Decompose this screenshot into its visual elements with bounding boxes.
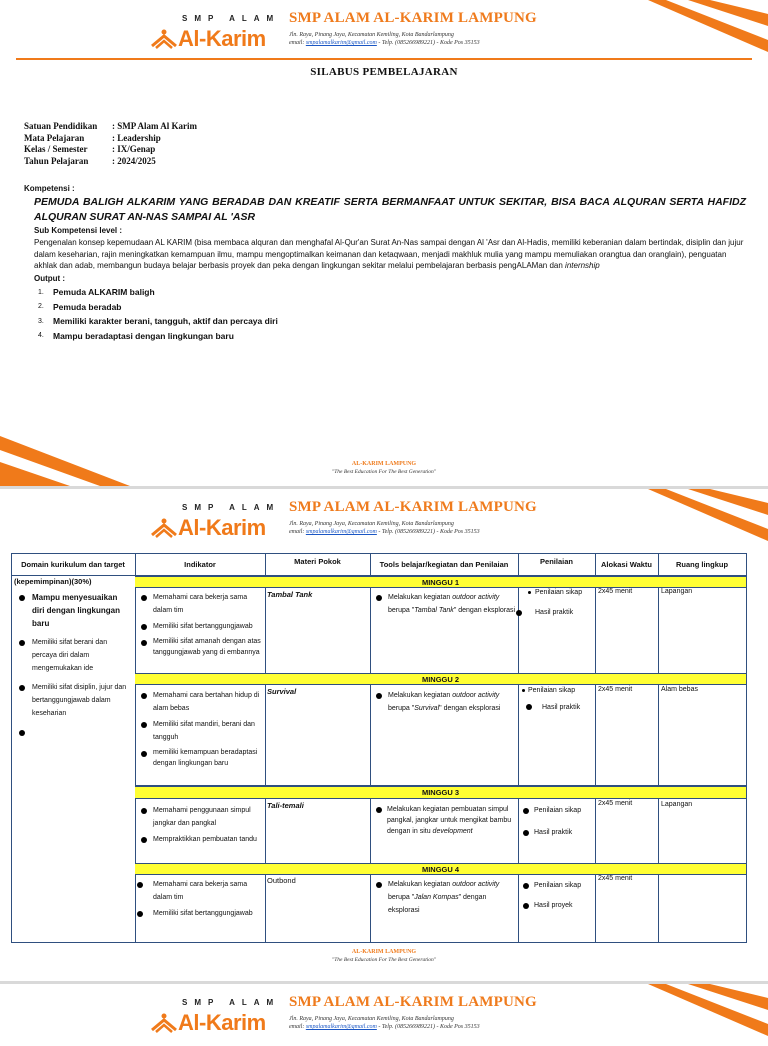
list-item bbox=[520, 826, 594, 839]
school-contact bbox=[289, 529, 480, 535]
list-item bbox=[138, 907, 262, 920]
bullet-icon bbox=[516, 610, 522, 616]
list-item bbox=[38, 285, 278, 300]
tools-text: " dengan eksplorasi bbox=[388, 894, 487, 914]
list-item bbox=[138, 689, 262, 715]
tools-text: " dengan eksplorasi bbox=[453, 607, 516, 614]
info-key: Tahun Pelajaran bbox=[24, 155, 89, 166]
page-1 bbox=[0, 0, 768, 486]
kompetensi-label: Kompetensi : bbox=[24, 184, 75, 193]
list-text: Memiliki sifat bertanggungjawab bbox=[153, 910, 253, 917]
output-list bbox=[38, 285, 278, 343]
bullet-icon bbox=[526, 704, 532, 710]
page-footer bbox=[0, 461, 768, 475]
list-number: 1. bbox=[38, 288, 44, 296]
info-row bbox=[24, 133, 197, 145]
footer-line-2: "The Best Education For The Best Generation" bbox=[331, 957, 437, 963]
bullet-icon bbox=[19, 595, 25, 601]
list-text: Memiliki karakter berani, tangguh, aktif dan percaya diri bbox=[53, 316, 278, 327]
list-text: Penilaian sikap bbox=[528, 687, 576, 694]
list-item bbox=[373, 591, 516, 617]
tools-name: Tambal Tank bbox=[414, 607, 454, 614]
list-item bbox=[138, 591, 262, 617]
indikator-cell bbox=[138, 689, 262, 769]
list-item bbox=[138, 718, 262, 744]
list-item bbox=[138, 620, 262, 633]
list-text: Memiliki sifat amanah dengan atas tanggungjawab yang di embannya bbox=[153, 638, 261, 656]
list-item bbox=[520, 804, 594, 817]
list-text: Pemuda ALKARIM baligh bbox=[53, 287, 155, 298]
tools-italic: outdoor activity bbox=[452, 594, 500, 601]
tools-text: berupa " bbox=[388, 705, 415, 712]
ruang-cell: Lapangan bbox=[661, 801, 693, 808]
bullet-icon bbox=[19, 640, 25, 646]
school-address: Jln. Raya, Pinang Jaya, Kecamatan Kemiling, Kota Bandarlampung bbox=[289, 32, 454, 38]
list-item bbox=[38, 300, 278, 315]
week-1-row: MINGGU 1 bbox=[135, 576, 746, 588]
list-text: Memiliki sifat disiplin, jujur dan bertanggungjawab dalam keseharian bbox=[32, 684, 127, 717]
ruang-cell: Lapangan bbox=[661, 588, 693, 595]
table-border bbox=[11, 942, 747, 943]
table-border bbox=[11, 553, 12, 942]
list-text: Memahami cara bekerja sama dalam tim bbox=[153, 594, 248, 614]
list-number: 3. bbox=[38, 317, 44, 325]
identity-block bbox=[24, 121, 197, 167]
corner-decoration-top bbox=[648, 0, 768, 52]
list-item bbox=[138, 878, 262, 904]
header-indikator: Indikator bbox=[184, 559, 216, 569]
school-logo bbox=[150, 998, 281, 1038]
materi-cell: Tali-temali bbox=[267, 801, 304, 810]
corner-decoration-top bbox=[648, 984, 768, 1036]
alokasi-cell: 2x45 menit bbox=[598, 800, 633, 807]
info-key: Kelas / Semester bbox=[24, 144, 88, 154]
page-footer bbox=[0, 949, 768, 963]
list-text: Hasil praktik bbox=[535, 609, 574, 616]
phone-text: - Telp. (085266989221) - Kode Pos 35153 bbox=[376, 1024, 480, 1030]
school-contact bbox=[289, 40, 480, 46]
list-text: Mempraktikkan pembuatan tandu bbox=[153, 836, 257, 843]
list-item bbox=[373, 878, 516, 917]
indikator-cell bbox=[138, 591, 262, 658]
penilaian-cell bbox=[520, 879, 594, 912]
bullet-icon bbox=[376, 882, 382, 888]
list-item bbox=[373, 689, 516, 715]
alokasi-cell: 2x45 menit bbox=[598, 875, 633, 882]
bullet-icon bbox=[528, 591, 531, 594]
table-border bbox=[265, 553, 266, 942]
logo-main-text: Al-Karim bbox=[178, 515, 266, 540]
list-item bbox=[520, 606, 594, 619]
output-label: Output : bbox=[34, 274, 66, 283]
header-tools: Tools belajar/kegiatan dan Penilaian bbox=[379, 559, 509, 569]
tools-text: Melakukan kegiatan bbox=[388, 881, 453, 888]
bullet-icon bbox=[523, 883, 529, 889]
alokasi-cell: 2x45 menit bbox=[598, 686, 633, 693]
bullet-icon bbox=[141, 751, 147, 757]
list-item bbox=[520, 699, 594, 716]
logo-top-text: SMP ALAM bbox=[182, 14, 281, 23]
header-penilaian: Penilaian bbox=[540, 557, 573, 566]
info-value: : IX/Genap bbox=[112, 144, 156, 154]
info-value: : SMP Alam Al Karim bbox=[112, 121, 197, 131]
materi-cell: Tambal Tank bbox=[267, 590, 313, 599]
list-text: Mampu beradaptasi dengan lingkungan baru bbox=[53, 330, 234, 341]
bullet-icon bbox=[522, 689, 525, 692]
tools-text: berupa " bbox=[388, 607, 415, 614]
bullet-icon bbox=[137, 911, 143, 917]
school-name: SMP ALAM AL-KARIM LAMPUNG bbox=[289, 10, 537, 26]
header-rule bbox=[16, 58, 752, 60]
bullet-icon bbox=[141, 693, 147, 699]
week-2-row: MINGGU 2 bbox=[135, 673, 746, 685]
logo-main-text: Al-Karim bbox=[178, 1010, 266, 1035]
list-item bbox=[520, 684, 594, 697]
list-text: memiliki kemampuan beradaptasi dengan lingkungan baru bbox=[153, 749, 258, 767]
list-text: Memiliki sifat mandiri, berani dan tangguh bbox=[153, 721, 255, 741]
email-link[interactable]: smpalamalkarim@gmail.com bbox=[305, 529, 377, 535]
tools-text: " dengan eksplorasi bbox=[439, 705, 501, 712]
bullet-icon bbox=[19, 685, 25, 691]
list-item bbox=[520, 586, 594, 599]
domain-list bbox=[17, 591, 131, 739]
letterhead bbox=[0, 984, 768, 1046]
list-item bbox=[520, 879, 594, 892]
tools-name: Survival bbox=[414, 705, 440, 712]
list-number: 2. bbox=[38, 303, 44, 311]
school-logo bbox=[150, 14, 281, 54]
bullet-icon bbox=[376, 807, 382, 813]
list-item bbox=[38, 314, 278, 329]
phone-text: - Telp. (085266989221) - Kode Pos 35153 bbox=[376, 529, 480, 535]
bullet-icon bbox=[376, 693, 382, 699]
list-item bbox=[17, 636, 131, 675]
bullet-icon bbox=[376, 595, 382, 601]
list-item bbox=[17, 591, 131, 630]
letterhead bbox=[0, 489, 768, 551]
table-border bbox=[370, 553, 371, 942]
bullet-icon bbox=[523, 830, 529, 836]
tools-cell bbox=[373, 878, 516, 917]
list-item bbox=[376, 804, 516, 837]
materi-cell: Survival bbox=[267, 687, 297, 696]
bullet-icon bbox=[141, 808, 147, 814]
sub-kompetensi-body: Pengenalan konsep kepemudaan AL KARIM (bisa membaca alquran dan menghafal Al-Qur'an Surat An-Nas sampai dengan Al 'Asr dan Al-Hadis, memiliki keberanian dalam bertindak, disiplin dan jujur dalam keseharian, rajin meningkatkan kemampuan ilmu, mampu mengoptimalkan keimanan dan ketaqwaan, menjadi makhluk mulia yang mampu memuliakan orangtua dan oranglain), penguatan akhlak dan adab, membangun budaya belajar berbasis proyek dan peka dengan lingkungan sekitar melalui pembelajaran berbasis pengALAMan dan bbox=[34, 238, 744, 270]
letterhead bbox=[0, 0, 768, 62]
footer-line-2: "The Best Education For The Best Generation" bbox=[331, 469, 437, 475]
header-domain: Domain kurikulum dan target bbox=[21, 559, 125, 569]
footer-line-1: AL-KARIM LAMPUNG bbox=[351, 461, 417, 467]
list-text: Penilaian sikap bbox=[534, 882, 582, 889]
page-2 bbox=[0, 489, 768, 981]
school-contact bbox=[289, 1024, 480, 1030]
kompetensi-text: PEMUDA BALIGH ALKARIM YANG BERADAB DAN KREATIF SERTA BERMANFAAT UNTUK SEKITAR, BISA BACA ALQURAN SERTA HAFIDZ ALQURAN SURAT AN-NAS SAMPAI AL 'ASR bbox=[34, 196, 746, 223]
email-link[interactable]: smpalamalkarim@gmail.com bbox=[305, 1024, 377, 1030]
bullet-icon bbox=[523, 808, 529, 814]
info-key: Mata Pelajaran bbox=[24, 132, 85, 143]
header-alokasi: Alokasi Waktu bbox=[601, 559, 652, 569]
list-item bbox=[17, 681, 131, 720]
bullet-icon bbox=[141, 595, 147, 601]
list-text: Pemuda beradab bbox=[53, 301, 122, 312]
tools-text: Melakukan kegiatan bbox=[388, 594, 453, 601]
sub-kompetensi-italic: internship bbox=[565, 261, 600, 270]
info-value: : 2024/2025 bbox=[112, 155, 156, 166]
school-logo bbox=[150, 503, 281, 543]
tools-cell bbox=[373, 689, 516, 715]
bullet-icon bbox=[141, 837, 147, 843]
penilaian-cell bbox=[520, 684, 594, 716]
corner-decoration-top bbox=[648, 489, 768, 541]
ruang-cell: Alam bebas bbox=[661, 686, 698, 693]
alokasi-cell: 2x45 menit bbox=[598, 588, 633, 595]
school-address: Jln. Raya, Pinang Jaya, Kecamatan Kemiling, Kota Bandarlampung bbox=[289, 521, 454, 527]
school-address: Jln. Raya, Pinang Jaya, Kecamatan Kemiling, Kota Bandarlampung bbox=[289, 1016, 454, 1022]
sub-kompetensi-label: Sub Kompetensi level : bbox=[34, 226, 123, 235]
list-item bbox=[138, 804, 262, 830]
list-text: Memahami cara bertahan hidup di alam bebas bbox=[153, 692, 260, 712]
list-text: Memahami cara bekerja sama dalam tim bbox=[153, 881, 248, 901]
table-border bbox=[595, 553, 596, 942]
bullet-icon bbox=[141, 722, 147, 728]
page-title: SILABUS PEMBELAJARAN bbox=[310, 66, 458, 78]
bullet-icon bbox=[137, 882, 143, 888]
list-item bbox=[38, 329, 278, 344]
tools-text: berupa " bbox=[388, 894, 415, 901]
book-icon bbox=[150, 1012, 178, 1034]
bullet-icon bbox=[19, 730, 25, 736]
logo-main-text: Al-Karim bbox=[178, 26, 266, 51]
info-row bbox=[24, 121, 197, 133]
header-ruang: Ruang lingkup bbox=[675, 559, 729, 569]
email-label: email: bbox=[289, 1024, 305, 1030]
tools-text: Melakukan kegiatan bbox=[388, 692, 453, 699]
info-key: Satuan Pendidikan bbox=[24, 121, 98, 131]
list-text: Memiliki sifat berani dan percaya diri dalam mengemukakan ide bbox=[32, 639, 108, 672]
book-icon bbox=[150, 28, 178, 50]
list-text: Hasil proyek bbox=[534, 902, 573, 909]
tools-italic: outdoor activity bbox=[452, 692, 500, 699]
email-label: email: bbox=[289, 529, 305, 535]
info-row bbox=[24, 144, 197, 156]
footer-line-1: AL-KARIM LAMPUNG bbox=[351, 949, 417, 955]
info-row bbox=[24, 156, 197, 168]
school-name: SMP ALAM AL-KARIM LAMPUNG bbox=[289, 994, 537, 1010]
domain-heading: (kepemimpinan)(30%) bbox=[14, 577, 92, 586]
bullet-icon bbox=[523, 903, 529, 909]
list-text: Memiliki sifat bertanggungjawab bbox=[153, 623, 253, 630]
list-text: Mampu menyesuaikan diri dengan lingkungan baru bbox=[32, 593, 120, 628]
tools-name: Jalan Kompas bbox=[414, 894, 459, 901]
list-item bbox=[17, 726, 131, 739]
book-icon bbox=[150, 517, 178, 539]
penilaian-cell bbox=[520, 586, 594, 619]
table-border bbox=[135, 553, 136, 942]
bullet-icon bbox=[141, 640, 147, 646]
list-item bbox=[138, 636, 262, 658]
penilaian-cell bbox=[520, 804, 594, 839]
bullet-icon bbox=[141, 624, 147, 630]
tools-italic: outdoor activity bbox=[452, 881, 500, 888]
list-number: 4. bbox=[38, 332, 44, 340]
email-link[interactable]: smpalamalkarim@gmail.com bbox=[305, 40, 377, 46]
tools-text: Melakukan kegiatan pembuatan simpul pangkal, jangkar untuk mengikat bambu dengan in situ bbox=[387, 806, 512, 835]
phone-text: - Telp. (085266989221) - Kode Pos 35153 bbox=[376, 40, 480, 46]
indikator-cell bbox=[138, 804, 262, 846]
syllabus-table bbox=[11, 553, 747, 942]
list-text: Hasil praktik bbox=[542, 704, 581, 711]
table-border bbox=[658, 553, 659, 942]
list-item bbox=[138, 747, 262, 769]
school-name: SMP ALAM AL-KARIM LAMPUNG bbox=[289, 499, 537, 515]
materi-cell: Outbond bbox=[267, 876, 296, 885]
logo-top-text: SMP ALAM bbox=[182, 998, 281, 1007]
list-text: Memahami penggunaan simpul jangkar dan pangkal bbox=[153, 807, 251, 827]
week-4-row: MINGGU 4 bbox=[135, 863, 746, 875]
logo-top-text: SMP ALAM bbox=[182, 503, 281, 512]
tools-cell bbox=[373, 591, 516, 617]
tools-cell bbox=[376, 804, 516, 837]
email-label: email: bbox=[289, 40, 305, 46]
table-border bbox=[746, 553, 747, 942]
list-item bbox=[138, 833, 262, 846]
week-3-row: MINGGU 3 bbox=[135, 786, 746, 799]
sub-kompetensi-text bbox=[34, 237, 746, 272]
tools-italic: development bbox=[432, 828, 473, 835]
indikator-cell bbox=[138, 878, 262, 920]
list-text: Hasil praktik bbox=[534, 829, 573, 836]
page-3 bbox=[0, 984, 768, 1035]
list-text: Penilaian sikap bbox=[534, 807, 582, 814]
list-text: Penilaian sikap bbox=[535, 589, 583, 596]
header-materi: Materi Pokok bbox=[294, 557, 341, 566]
info-value: : Leadership bbox=[112, 132, 161, 143]
list-item bbox=[520, 899, 594, 912]
